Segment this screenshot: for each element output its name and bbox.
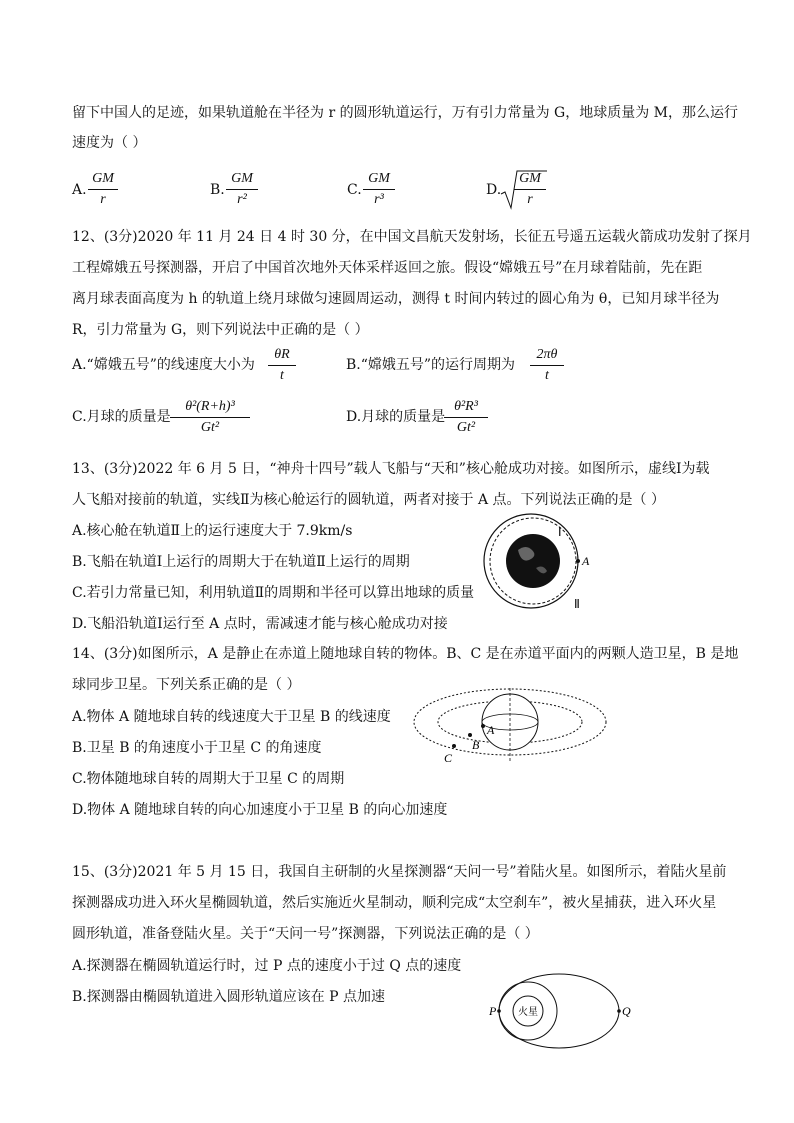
q15-line3: 圆形轨道，准备登陆火星。关于“天问一号”探测器，下列说法正确的是（ ） (72, 926, 539, 942)
q12-d-den: Gt² (456, 420, 476, 435)
q14-option-b: B.卫星 B 的角速度小于卫星 C 的角速度 (72, 740, 322, 756)
q15-option-b: B.探测器由椭圆轨道进入圆形轨道应该在 P 点加速 (72, 989, 386, 1005)
q11-option-c-fraction (363, 170, 395, 209)
q14-line1: 14、(3分)如图所示，A 是静止在赤道上随地球自转的物体。B、C 是在赤道平面内的两颗人造卫星，B 是地 (72, 646, 739, 662)
q15-line1: 15、(3分)2021 年 5 月 15 日，我国自主研制的火星探测器“天问一号”着陆火星。如图所示，着陆火星前 (72, 864, 727, 880)
q11-option-b-label: B. (210, 182, 225, 198)
q12-line2: 工程嫦娥五号探测器，开启了中国首次地外天体采样返回之旅。假设“嫦娥五号”在月球着陆前，先在距 (72, 260, 703, 276)
q15-point-p (497, 1009, 501, 1013)
q15-option-a: A.探测器在椭圆轨道运行时，过 P 点的速度小于过 Q 点的速度 (72, 958, 462, 974)
q13-option-d: D.飞船沿轨道Ⅰ运行至 A 点时，需减速才能与核心舱成功对接 (72, 616, 448, 632)
q11-line1: 留下中国人的足迹，如果轨道舱在半径为 r 的圆形轨道运行，万有引力常量为 G，地球质量为 M，那么运行 (72, 105, 739, 121)
q12-c-den: Gt² (200, 420, 220, 435)
q14-option-a: A.物体 A 随地球自转的线速度大于卫星 B 的线速度 (72, 709, 391, 725)
q13-line1: 13、(3分)2022 年 6 月 5 日，“神舟十四号”载人飞船与“天和”核心舱成功对接。如图所示，虚线Ⅰ为载 (72, 461, 710, 477)
q12-line4: R，引力常量为 G，则下列说法中正确的是（ ） (72, 322, 369, 338)
q14-label-b: B (472, 738, 480, 752)
q11-option-a-label: A. (72, 182, 87, 198)
q15-point-q (617, 1009, 621, 1013)
q11-a-den: r (100, 192, 106, 207)
q12-option-d-fraction (444, 398, 488, 437)
q13-earth (506, 534, 560, 588)
q11-c-num: GM (368, 171, 390, 186)
q13-option-b: B.飞船在轨道Ⅰ上运行的周期大于在轨道Ⅱ上运行的周期 (72, 554, 410, 570)
q11-d-num: GM (519, 171, 541, 186)
q13-option-a: A.核心舱在轨道Ⅱ上的运行速度大于 7.9km/s (72, 523, 353, 539)
q13-label-ii: Ⅱ (574, 597, 580, 611)
q12-option-d: D.月球的质量是 (346, 409, 446, 425)
q11-option-d-fraction (514, 170, 546, 209)
q12-option-c: C.月球的质量是 (72, 409, 171, 425)
q12-line1: 12、(3分)2020 年 11 月 24 日 4 时 30 分，在中国文昌航天发射场，长征五号遥五运载火箭成功发射了探月 (72, 229, 752, 245)
q11-b-num: GM (231, 171, 253, 186)
q12-option-b: B.“嫦娥五号”的运行周期为 (346, 357, 516, 373)
q11-d-den: r (527, 192, 533, 207)
q12-b-den: t (545, 368, 549, 383)
q14-point-b (468, 733, 472, 737)
q14-orbit-diagram (410, 682, 610, 768)
q14-point-a (481, 724, 485, 728)
q12-c-num: θ²(R+h)³ (185, 399, 235, 414)
q11-a-num: GM (92, 171, 114, 186)
q14-label-a: A (487, 723, 495, 737)
q12-option-a: A.“嫦娥五号”的线速度大小为 (72, 357, 255, 373)
q11-c-den: r³ (374, 192, 384, 207)
q13-point-a (576, 559, 580, 563)
q13-option-c: C.若引力常量已知，利用轨道Ⅱ的周期和半径可以算出地球的质量 (72, 585, 475, 601)
q14-earth (482, 694, 538, 750)
q11-option-c-label: C. (347, 182, 362, 198)
q11-b-den: r² (237, 192, 247, 207)
q12-option-c-fraction (170, 398, 250, 437)
q13-line2: 人飞船对接前的轨道，实线Ⅱ为核心舱运行的圆轨道，两者对接于 A 点。下列说法正确的是（ ） (72, 492, 665, 508)
q11-option-b-fraction (226, 170, 258, 209)
q12-b-num: 2πθ (536, 347, 558, 362)
q12-a-den: t (280, 368, 284, 383)
q14-option-c: C.物体随地球自转的周期大于卫星 C 的周期 (72, 771, 345, 787)
q15-line2: 探测器成功进入环火星椭圆轨道，然后实施近火星制动，顺利完成“太空刹车”，被火星捕获，进入环火星 (72, 895, 717, 911)
q11-option-d-label: D. (486, 182, 502, 198)
q12-a-num: θR (274, 347, 290, 362)
q15-orbit-diagram (486, 972, 634, 1052)
q13-orbit-diagram (478, 508, 588, 618)
q14-line2: 球同步卫星。下列关系正确的是（ ） (72, 677, 301, 693)
q13-label-i: Ⅰ (558, 525, 562, 539)
q12-option-b-fraction (530, 346, 564, 385)
q11-option-a-fraction (88, 170, 118, 209)
q14-label-c: C (444, 751, 453, 765)
q15-label-p: P (489, 1004, 497, 1018)
q14-option-d: D.物体 A 随地球自转的向心加速度小于卫星 B 的向心加速度 (72, 802, 448, 818)
q12-d-num: θ²R³ (454, 399, 478, 414)
q15-label-mars: 火星 (518, 1007, 538, 1018)
q12-option-a-fraction (268, 346, 296, 385)
q13-label-a: A (582, 554, 590, 568)
q14-point-c (452, 744, 456, 748)
q15-label-q: Q (622, 1004, 631, 1018)
q12-line3: 离月球表面高度为 h 的轨道上绕月球做匀速圆周运动，测得 t 时间内转过的圆心角为 θ，已知月球半径为 (72, 291, 720, 307)
q11-line2: 速度为（ ） (72, 135, 147, 151)
